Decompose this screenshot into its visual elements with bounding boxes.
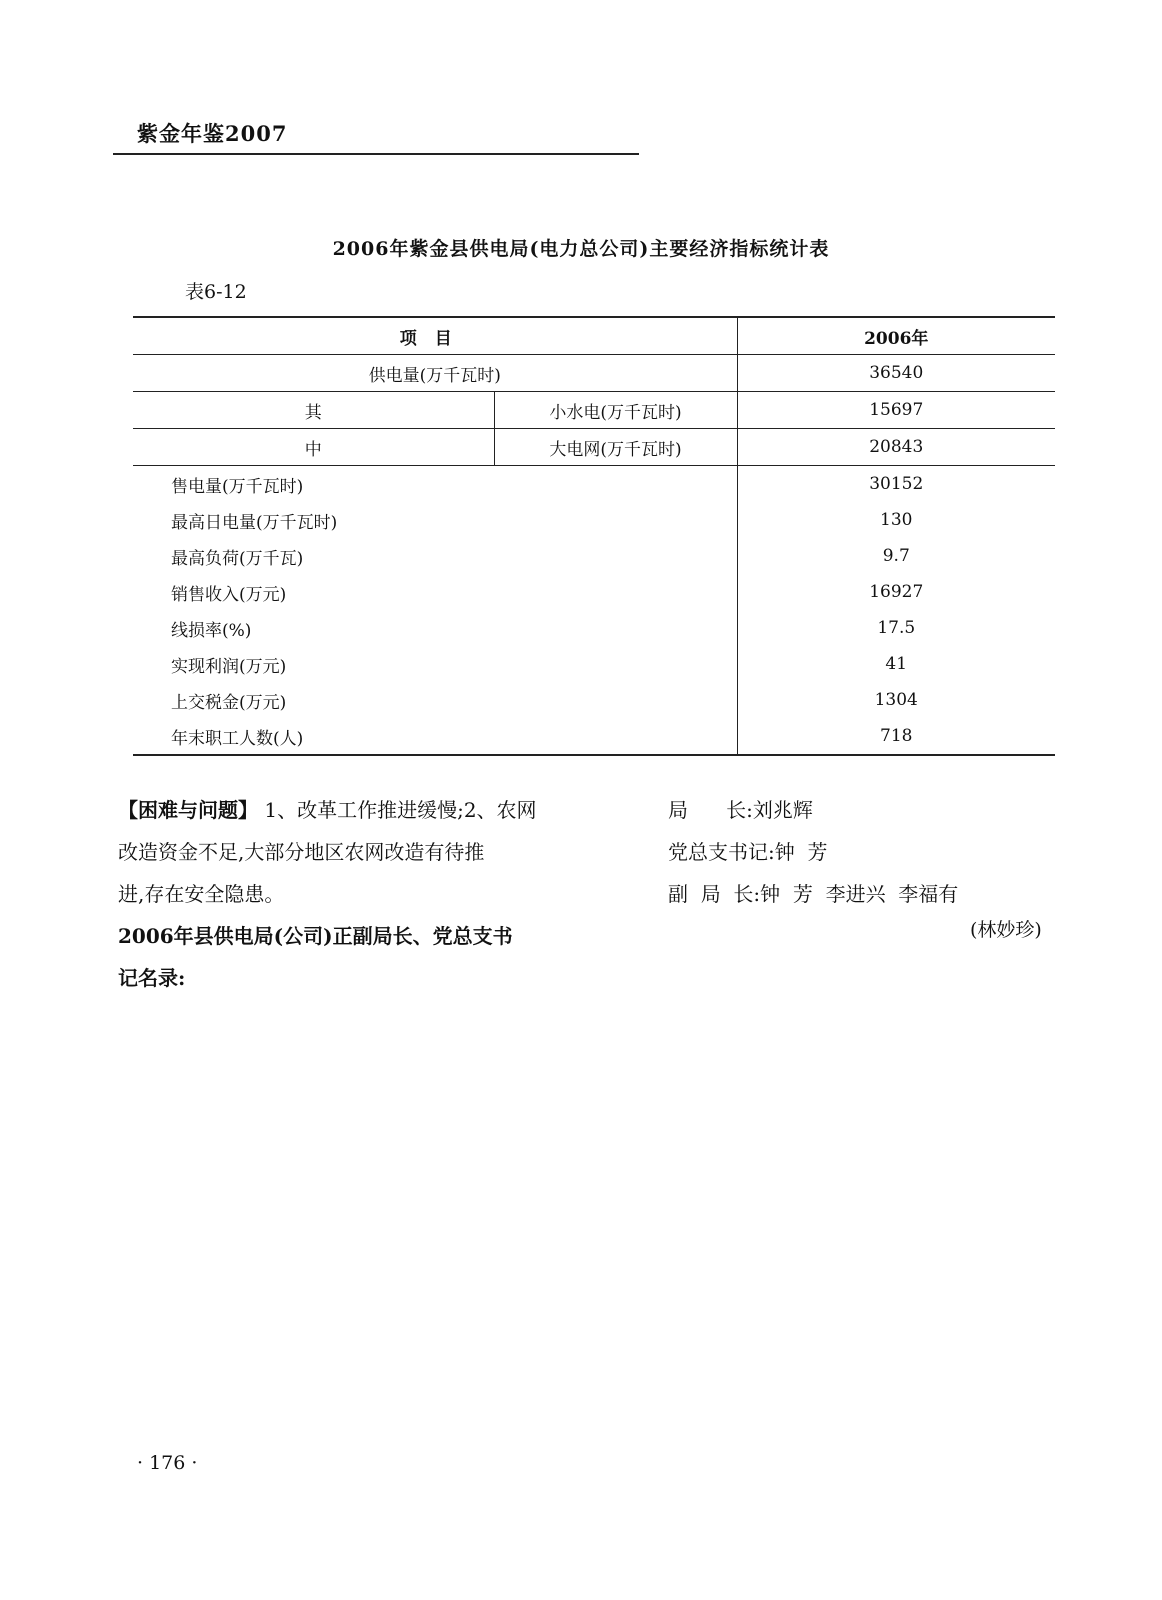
row-value: 41 <box>885 654 908 674</box>
running-head: 紫金年鉴2007 <box>137 121 288 146</box>
header-year: 2006年 <box>737 317 1055 355</box>
problems-section <box>118 789 578 999</box>
table-row <box>133 466 1055 503</box>
row-label: 上交税金(万元) <box>133 682 737 718</box>
row-label: 售电量(万千瓦时) <box>133 466 737 503</box>
row-label: 大电网(万千瓦时) <box>494 429 737 466</box>
table-row <box>133 682 1055 718</box>
table-row <box>133 718 1055 755</box>
reporter-credit: (林妙珍) <box>970 919 1042 941</box>
table-number: 表6-12 <box>185 281 247 303</box>
leader-entry: 副 局 长:钟 芳 李进兴 李福有 <box>668 882 959 906</box>
leaders-heading: 记名录: <box>118 966 186 990</box>
problems-line: 改造资金不足,大部分地区农网改造有待推 <box>118 840 485 864</box>
leader-entry: 党总支书记:钟 芳 <box>668 840 828 864</box>
row-label: 实现利润(万元) <box>133 646 737 682</box>
row-value: 15697 <box>737 392 1055 429</box>
page-number: · 176 · <box>137 1452 198 1474</box>
problems-line: 进,存在安全隐患。 <box>118 882 285 906</box>
table-header-row <box>133 317 1055 355</box>
row-value: 20843 <box>737 429 1055 466</box>
table-title: 2006年紫金县供电局(电力总公司)主要经济指标统计表 <box>332 238 830 260</box>
row-label: 销售收入(万元) <box>133 574 737 610</box>
row-value: 16927 <box>869 582 924 602</box>
table-row <box>133 355 1055 392</box>
problems-text: 1、改革工作推进缓慢;2、农网 <box>264 798 537 822</box>
header-item: 项目 <box>133 317 737 355</box>
row-value: 9.7 <box>882 546 910 566</box>
problems-line <box>118 789 578 831</box>
leader-entry: 局 长:刘兆辉 <box>668 798 813 822</box>
row-value: 1304 <box>874 690 918 710</box>
table-row <box>133 538 1055 574</box>
table-row <box>133 574 1055 610</box>
row-value: 17.5 <box>877 618 916 638</box>
table-row <box>133 429 1055 466</box>
table-row <box>133 646 1055 682</box>
table-row <box>133 502 1055 538</box>
leaders-list <box>668 789 1088 915</box>
problems-heading: 【困难与问题】 <box>118 798 258 822</box>
row-label: 最高负荷(万千瓦) <box>133 538 737 574</box>
row-value: 36540 <box>737 355 1055 392</box>
row-label: 供电量(万千瓦时) <box>133 355 737 392</box>
table-row <box>133 610 1055 646</box>
of-which-label: 其 <box>133 392 494 429</box>
row-label: 年末职工人数(人) <box>133 718 737 755</box>
of-which-label: 中 <box>133 429 494 466</box>
table-row <box>133 392 1055 429</box>
statistics-table <box>133 316 1055 756</box>
header-rule <box>113 153 639 155</box>
row-value: 130 <box>880 510 913 530</box>
row-label: 小水电(万千瓦时) <box>494 392 737 429</box>
leaders-heading: 2006年县供电局(公司)正副局长、党总支书 <box>118 924 513 948</box>
row-label: 线损率(%) <box>133 610 737 646</box>
row-value: 30152 <box>869 474 924 494</box>
row-label: 最高日电量(万千瓦时) <box>133 502 737 538</box>
row-value: 718 <box>737 718 1055 755</box>
